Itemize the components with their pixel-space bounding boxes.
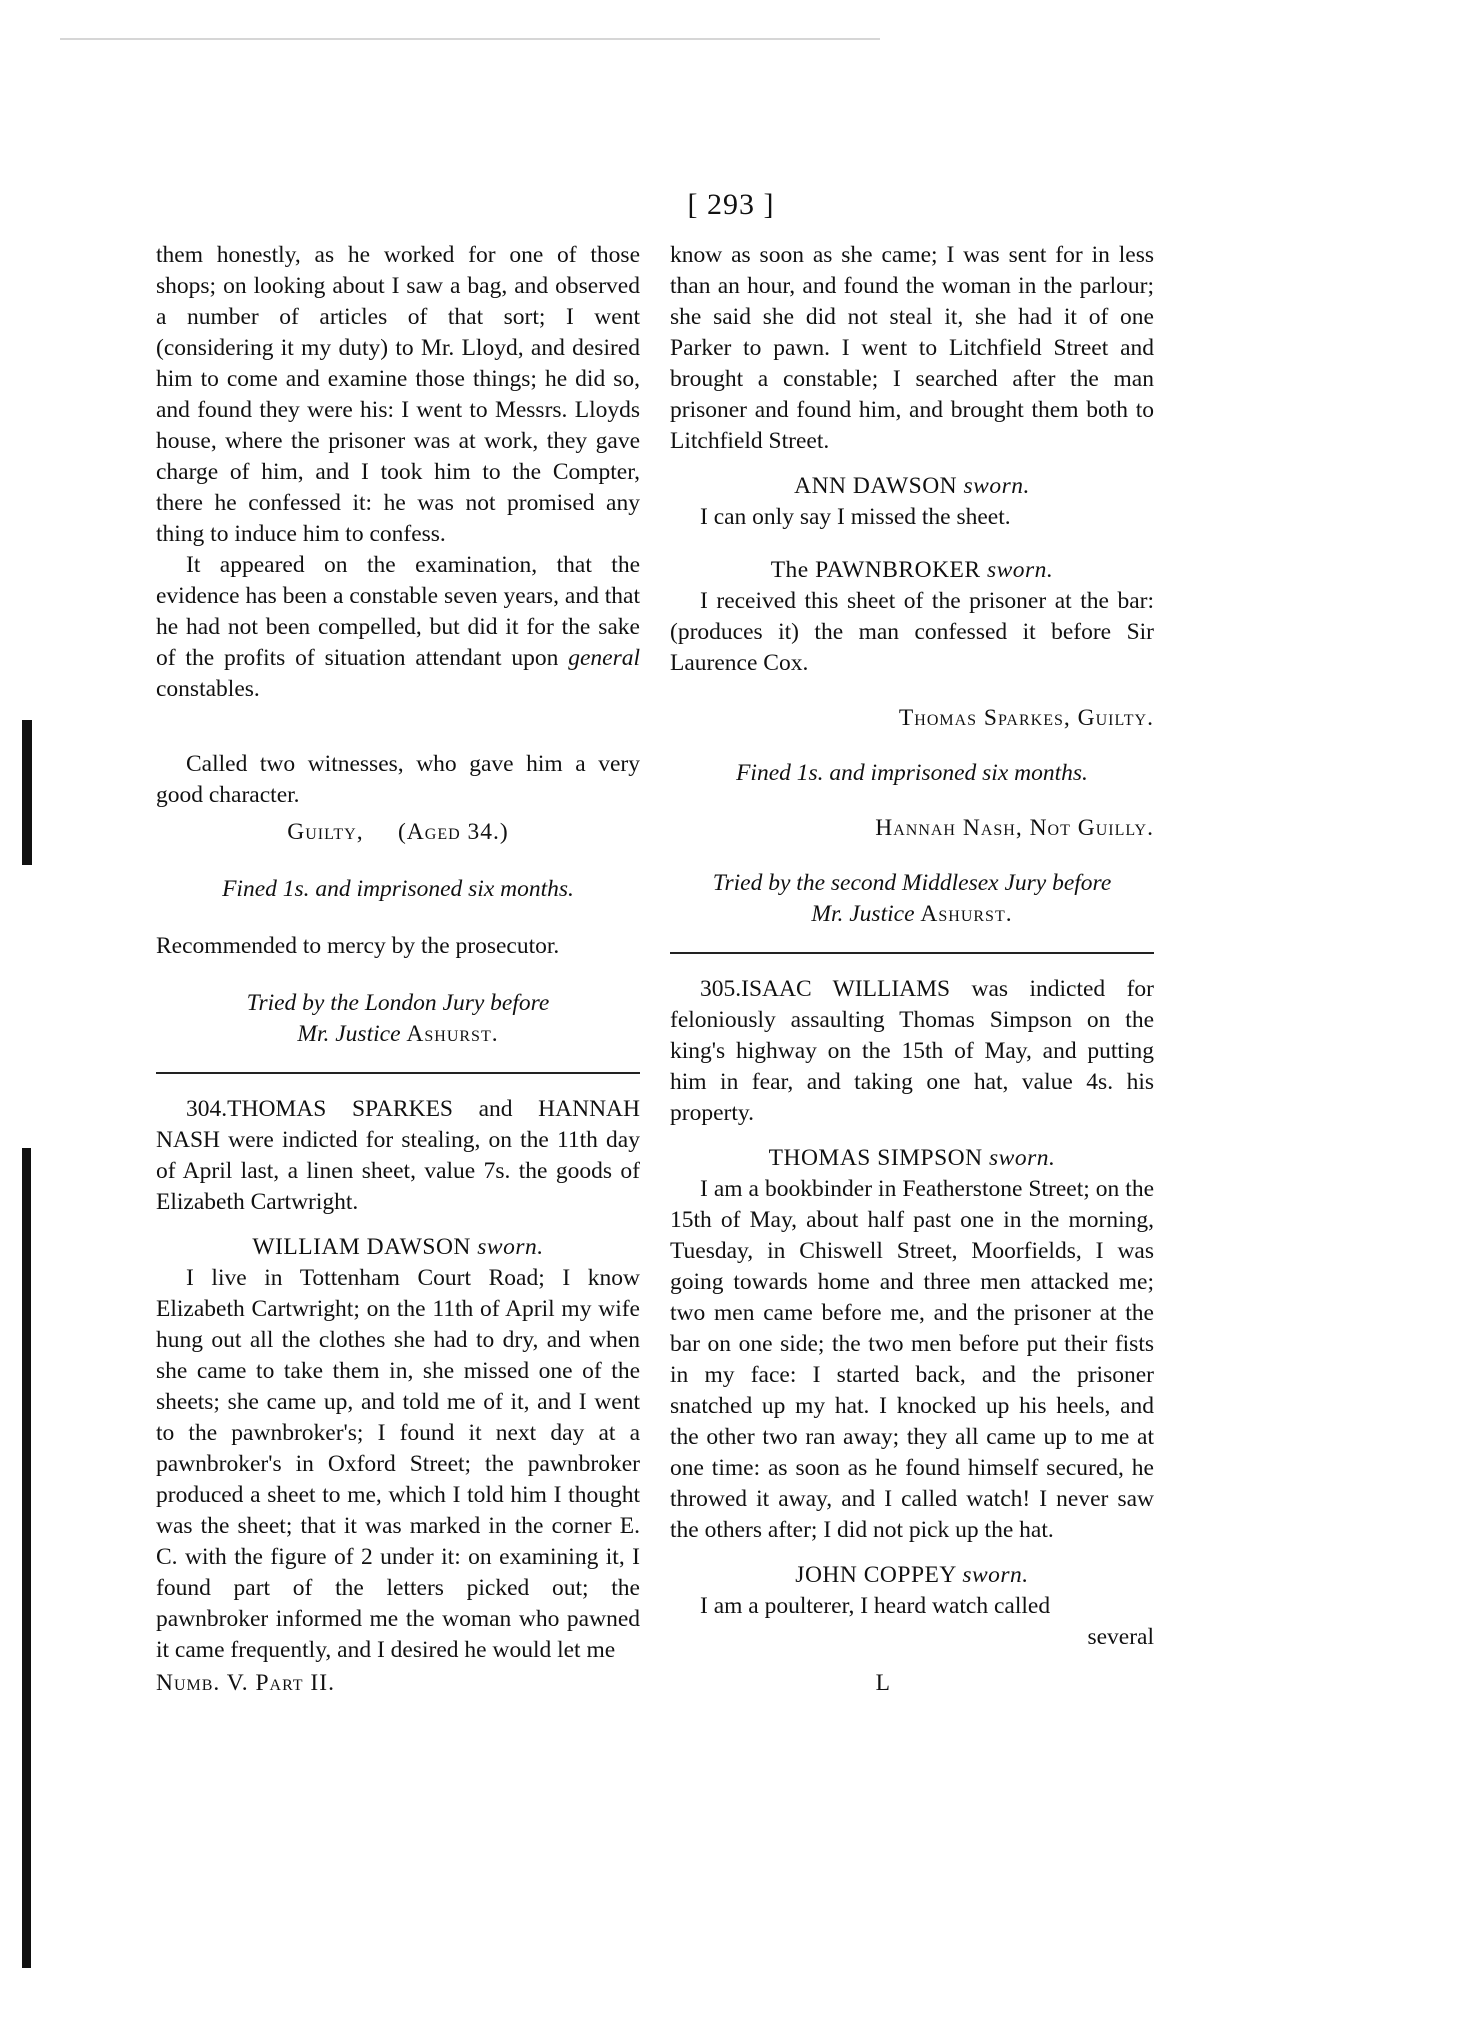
catchword: several (1087, 1624, 1154, 1650)
witness-thomas-simpson-testimony: I am a bookbinder in Featherstone Street; on the 15th of May, about half past one in the morning, Tuesday, in Chiswell Street, Moorfields, I was going towards home and three men attacked me; two men came before me, and the prisoner at the bar on one side; the two men before put their fists in my face: I started back, and the prisoner snatched up my hat. I knocked up his heels, and the other two ran away; they all came up to me at one time: as soon as he found himself secured, he throwed it away, and I called watch! I never saw the others after; I did not pick up the hat. (670, 1176, 1154, 1543)
right-tried-justice: Mr. Justice (811, 901, 921, 927)
page-footer (156, 1668, 890, 1699)
witness-thomas-simpson-name: THOMAS SIMPSON (768, 1145, 989, 1171)
witness-william-dawson-sworn: sworn. (477, 1234, 544, 1260)
left-paragraph-2-text-b: constables. (156, 676, 260, 702)
witness-pawnbroker-sworn: sworn. (986, 557, 1054, 583)
right-sentence: Fined 1s. and imprisoned six months. (736, 760, 1088, 786)
verdict-thomas-sparkes: Thomas Sparkes, Guilty. (898, 705, 1154, 731)
right-tried-line-1: Tried by the second Middlesex Jury before (712, 870, 1112, 896)
left-tried-line-2 (156, 1019, 640, 1050)
witness-john-coppey-heading (670, 1560, 1154, 1591)
scan-smudge-top (60, 38, 880, 40)
witness-william-dawson-heading (156, 1232, 640, 1263)
right-paragraph-1: know as soon as she came; I was sent for in less than an hour, and found the woman in the parlour; she said she did not steal it, she had it of one Parker to pawn. I went to Litchfield Street and brought a constable; I searched after the man prisoner and found him, and brought them both to Litchfield Street. (670, 242, 1154, 454)
left-tried-justice: Mr. Justice (297, 1021, 407, 1047)
right-section-divider (670, 952, 1154, 954)
witness-william-dawson-name: WILLIAM DAWSON (252, 1234, 478, 1260)
case-304 (156, 1094, 640, 1218)
witness-william-dawson-testimony: I live in Tottenham Court Road; I know Elizabeth Cartwright; on the 11th of April my wife hung out all the clothes she had to dry, and when she came to take them in, she missed one of the sheets; she came up, and told me of it, and I went to the pawnbroker's; I found it next day at a pawnbroker's in Oxford Street; the pawnbroker produced a sheet to me, which I told him I thought was the sheet; that it was marked in the corner E. C. with the figure of 2 under it: on examining it, I found part of the letters picked out; the pawnbroker informed me the woman who pawned it came frequently, and I desired he would let me (156, 1265, 640, 1663)
witness-pawnbroker-name: The PAWNBROKER (770, 557, 987, 583)
left-section-divider (156, 1072, 640, 1074)
witness-thomas-simpson-heading (670, 1143, 1154, 1174)
left-recommendation: Recommended to mercy by the prosecutor. (156, 933, 560, 959)
witness-pawnbroker-testimony: I received this sheet of the prisoner at the bar: (produces it) the man confessed it before Sir Laurence Cox. (670, 588, 1154, 676)
witness-ann-dawson-name: ANN DAWSON (794, 473, 964, 499)
witness-john-coppey-name: JOHN COPPEY (795, 1562, 963, 1588)
left-paragraph-2-emphasis: general (568, 645, 640, 671)
case-304-number: 304. (186, 1096, 228, 1122)
left-paragraph-2-text-a: It appeared on the examination, that the evidence has been a constable seven years, and that he had not been compelled, but did it for the sake of the profits of situation attendant upon (156, 552, 640, 671)
left-paragraph-3: Called two witnesses, who gave him a very good character. (156, 751, 640, 808)
witness-ann-dawson-testimony: I can only say I missed the sheet. (700, 504, 1011, 530)
verdict-hannah-nash: Hannah Nash, Not Guilly. (875, 815, 1154, 841)
witness-thomas-simpson-sworn: sworn. (989, 1145, 1056, 1171)
case-305 (670, 974, 1154, 1129)
left-tried-line-1: Tried by the London Jury before (246, 990, 550, 1016)
right-tried-judge-name: Ashurst. (920, 901, 1013, 927)
left-verdict: Guilty, (Aged 34.) (287, 819, 509, 845)
page-number: [ 293 ] (687, 188, 775, 221)
scan-margin-bar-top (22, 720, 32, 865)
right-tried-line-2 (670, 899, 1154, 930)
left-paragraph-1: them honestly, as he worked for one of those shops; on looking about I saw a bag, and observed a number of articles of that sort; I went (considering it my duty) to Mr. Lloyd, and desired him to come and examine those things; he did so, and found they were his: I went to Messrs. Lloyds house, where the prisoner was at work, they gave charge of him, and I took him to the Compter, there he confessed it: he was not promised any thing to induce him to confess. (156, 242, 640, 547)
left-tried-judge-name: Ashurst. (406, 1021, 499, 1047)
left-sentence: Fined 1s. and imprisoned six months. (222, 876, 574, 902)
witness-john-coppey-testimony: I am a poulterer, I heard watch called (700, 1593, 1051, 1619)
case-304-text: THOMAS SPARKES and HANNAH NASH were indicted for stealing, on the 11th day of April last, a linen sheet, value 7s. the goods of Elizabeth Cartwright. (156, 1096, 640, 1215)
footer-number-part: Numb. V. Part II. (156, 1670, 335, 1696)
left-paragraph-2 (156, 550, 640, 705)
case-305-number: 305. (700, 976, 742, 1002)
witness-john-coppey-sworn: sworn. (962, 1562, 1029, 1588)
signature-mark: L (875, 1670, 890, 1696)
right-column (670, 240, 1154, 1653)
witness-pawnbroker-heading (670, 555, 1154, 586)
witness-ann-dawson-heading (670, 471, 1154, 502)
case-305-text: ISAAC WILLIAMS was indicted for feloniously assaulting Thomas Simpson on the king's highway on the 15th of May, and putting him in fear, and taking one hat, value 4s. his property. (670, 976, 1154, 1126)
witness-ann-dawson-sworn: sworn. (963, 473, 1030, 499)
scan-margin-bar-bottom (22, 1148, 31, 1968)
